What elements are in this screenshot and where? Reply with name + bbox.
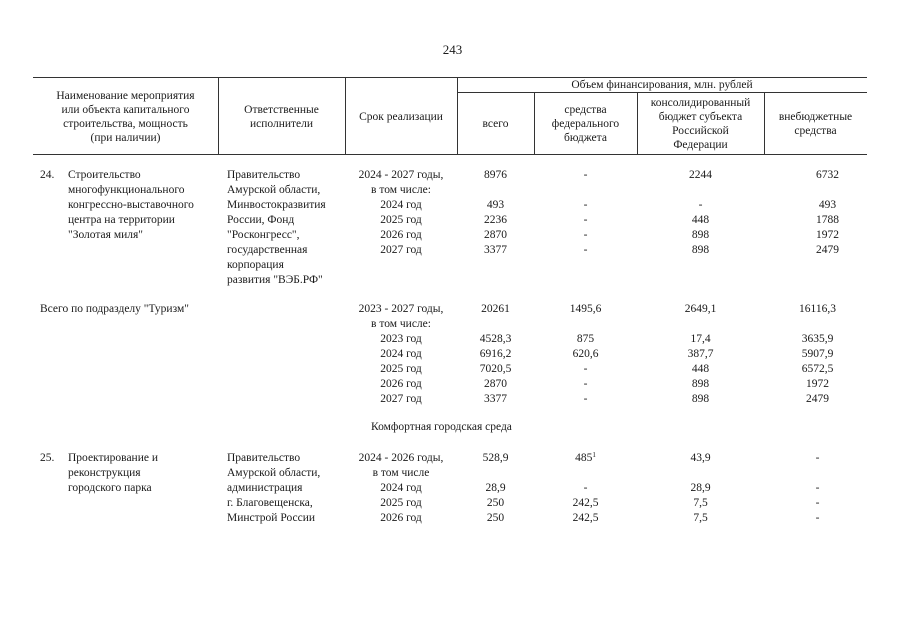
header-extra: внебюджетные средства — [778, 110, 853, 137]
header-name: Наименование мероприятия или объекта капитального строительства, мощность (при наличии) — [56, 90, 195, 144]
federal-value-with-footnote: $485^1$ — [575, 451, 596, 464]
item-period: 2024 - 2026 годы, в том числе 2024 год 2025 год 2026 год — [358, 452, 444, 524]
subtotal-period: 2023 - 2027 годы, в том числе: 2023 год 2024 год 2025 год 2026 год 2027 год — [358, 303, 444, 405]
item-extra: - - - - — [815, 452, 820, 524]
header-executors: Ответственные исполнители — [244, 104, 319, 130]
item-federal: - - - - - — [583, 169, 588, 256]
item-number: 24. — [40, 169, 55, 181]
page-number: 243 — [442, 42, 463, 57]
item-regional: 43,9 28,9 7,5 7,5 — [690, 452, 711, 524]
header-regional: консолидированный бюджет субъекта Российской Федерации — [650, 96, 751, 151]
header-total: всего — [482, 117, 509, 130]
header-period: Срок реализации — [359, 111, 443, 123]
item-total: 8976 493 2236 2870 3377 — [484, 169, 507, 256]
section-heading: Комфортная городская среда — [371, 421, 512, 433]
header-federal: средства федерального бюджета — [551, 103, 620, 144]
subtotal-total: 20261 4528,3 6916,2 7020,5 2870 3377 — [479, 303, 512, 405]
item-total: 528,9 28,9 250 250 — [482, 452, 509, 524]
item-period: 2024 - 2027 годы, в том числе: 2024 год 2025 год 2026 год 2027 год — [358, 169, 444, 256]
item-executors: Правительство Амурской области, администрация г. Благовещенска, Минстрой России — [227, 452, 321, 524]
item-executors: Правительство Амурской области, Минвостокразвития России, Фонд "Росконгресс", государственная корпорация развития "ВЭБ.РФ" — [227, 169, 326, 286]
subtotal-label: Всего по подразделу "Туризм" — [40, 303, 189, 315]
item-name: Строительство многофункционального конгрессно-выставочного центра на территории "Золотая миля" — [68, 169, 194, 241]
item-federal: $485^1$ - 242,5 242,5 — [534, 451, 637, 526]
subtotal-regional: 2649,1 17,4 387,7 448 898 898 — [684, 303, 717, 405]
item-number: 25. — [40, 452, 55, 464]
header-funding-group: Объем финансирования, млн. рублей — [571, 79, 753, 91]
item-regional: 2244 - 448 898 898 — [689, 169, 712, 256]
subtotal-extra: 16116,3 3635,9 5907,9 6572,5 1972 2479 — [799, 303, 836, 405]
footnote-marker: 1 — [592, 451, 596, 459]
subtotal-federal: 1495,6 875 620,6 - - - — [569, 303, 602, 405]
table-header-bottom-border — [33, 154, 867, 155]
item-extra: 6732 493 1788 1972 2479 — [816, 169, 839, 256]
item-name: Проектирование и реконструкция городского парка — [68, 452, 158, 494]
